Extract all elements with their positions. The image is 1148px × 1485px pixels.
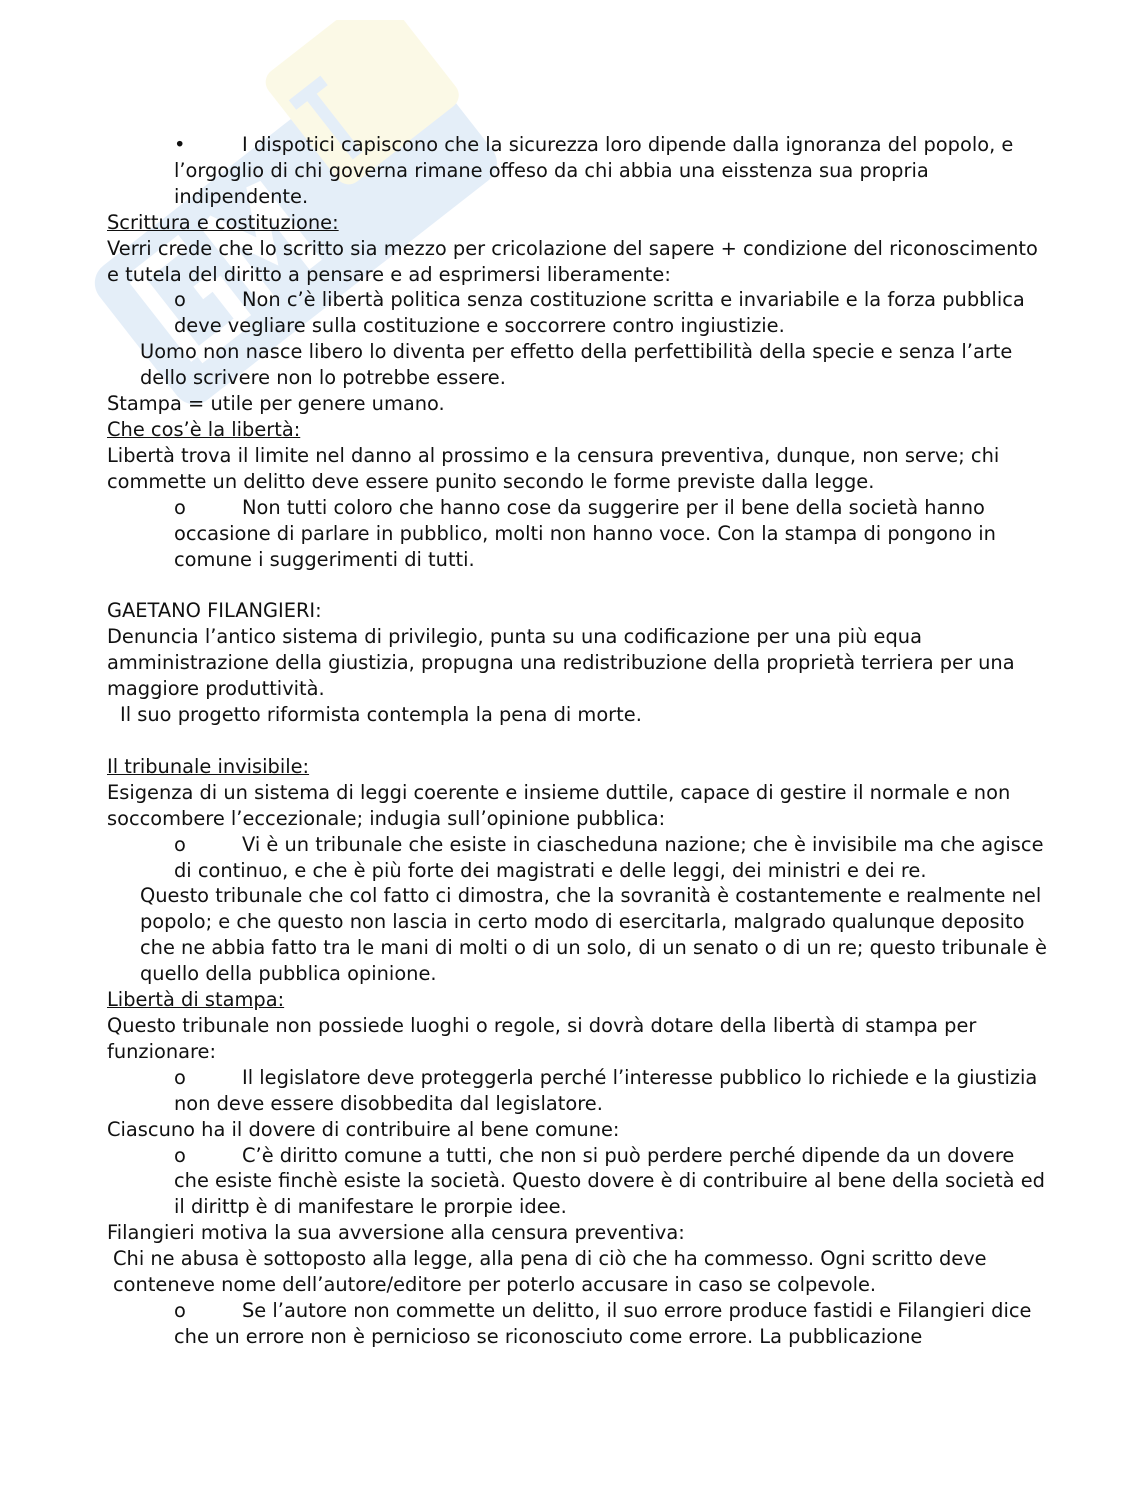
list-marker: o [174,288,186,312]
bullet-item-despoti [107,132,1047,210]
list-marker: o [174,495,186,519]
paragraph-luoghi: Questo tribunale non possiede luoghi o regole, si dovrà dotare della libertà di stampa per funzionare: [107,1014,977,1063]
list-item-text: Non c’è libertà politica senza costituzione scritta e invariabile e la forza pubblica deve vegliare sulla costituzione e soccorrere contro ingiustizie. [174,288,1025,338]
list-item-text: Vi è un tribunale che esiste in ciascheduna nazione; che è invisibile ma che agisce di continuo, e che è più forte dei magistrati e delle leggi, dei ministri e dei re. [174,832,1044,882]
paragraph-avversione: Filangieri motiva la sua avversione alla censura preventiva: [107,1221,685,1245]
paragraph-questo-tribunale: Questo tribunale che col fatto ci dimostra, che la sovranità è costantemente e realmente nel popolo; e che questo non lascia in certo modo di esercitarla, malgrado qualunque deposito che ne abbia fatto tra le mani di molti o di un solo, di un senato o di un re; questo tribunale è quello della pubblica opinione. [140,884,1047,986]
list-item-legislatore [107,1065,1047,1117]
heading-scrittura-costituzione: Scrittura e costituzione: [107,210,339,234]
list-marker: o [174,832,186,856]
paragraph-abusa: Chi ne abusa è sottoposto alla legge, alla pena di ciò che ha commesso. Ogni scritto deve conteneve nome dell’autore/editore per poterlo accusare in caso se colpevole. [113,1247,987,1297]
list-item-diritto [107,1143,1047,1221]
paragraph-stampa: Stampa = utile per genere umano. [107,392,445,416]
list-item-tribunale [107,832,1047,884]
paragraph-liberta-limite: Libertà trova il limite nel danno al prossimo e la censura preventiva, dunque, non serve; chi commette un delitto deve essere punito secondo le forme previste dalla legge. [107,443,1000,493]
list-item-text: Il legislatore deve proteggerla perché l’interesse pubblico lo richiede e la giustizia non deve essere disobbedita dal legislatore. [174,1065,1038,1115]
heading-gaetano-filangieri: GAETANO FILANGIERI: [107,599,322,623]
heading-che-cos-e-la-liberta: Che cos’è la libertà: [107,417,301,441]
heading-tribunale-invisibile: Il tribunale invisibile: [107,754,310,778]
list-item-liberta-politica [107,287,1047,339]
list-marker: o [174,1065,186,1089]
paragraph-uomo: Uomo non nasce libero lo diventa per effetto della perfettibilità della specie e senza l’arte dello scrivere non lo potrebbe essere. [140,340,1013,390]
spacer [107,572,1047,598]
bullet-marker: • [174,133,186,156]
paragraph-progetto: Il suo progetto riformista contempla la pena di morte. [120,703,642,727]
paragraph-esigenza: Esigenza di un sistema di leggi coerente e insieme duttile, capace di gestire il normale e non soccombere l’eccezionale; indugia sull’opinione pubblica: [107,780,1011,830]
list-item-text: Non tutti coloro che hanno cose da suggerire per il bene della società hanno occasione di parlare in pubblico, molti non hanno voce. Con la stampa di pongono in comune i suggerimenti di tutti. [174,495,996,571]
paragraph-verri: Verri crede che lo scritto sia mezzo per cricolazione del sapere + condizione del riconoscimento e tutela del diritto a pensare e ad esprimersi liberamente: [107,236,1038,286]
heading-liberta-di-stampa: Libertà di stampa: [107,988,285,1012]
paragraph-denuncia: Denuncia l’antico sistema di privilegio, punta su una codificazione per una più equa amministrazione della giustizia, propugna una redistribuzione della proprietà terriera per una maggiore produttività. [107,625,1015,701]
list-item-text: C’è diritto comune a tutti, che non si può perdere perché dipende da un dovere che esiste finchè esiste la società. Questo dovere è di contribuire al bene della società ed il dirittp è di manifestare le prorpie idee. [174,1143,1045,1219]
list-item-text: Se l’autore non commette un delitto, il suo errore produce fastidi e Filangieri dice che un errore non è pernicioso se riconosciuto come errore. La pubblicazione [174,1298,1032,1348]
list-item-non-tutti [107,495,1047,573]
document-body [107,132,1047,1350]
bullet-text: I dispotici capiscono che la sicurezza loro dipende dalla ignoranza del popolo, e l’orgoglio di chi governa rimane offeso da chi abbia una eisstenza sua propria indipendente. [174,133,1014,208]
paragraph-ciascuno: Ciascuno ha il dovere di contribuire al bene comune: [107,1117,620,1141]
list-marker: o [174,1298,186,1322]
spacer [107,728,1047,754]
list-marker: o [174,1143,186,1167]
list-item-errore [107,1298,1047,1350]
